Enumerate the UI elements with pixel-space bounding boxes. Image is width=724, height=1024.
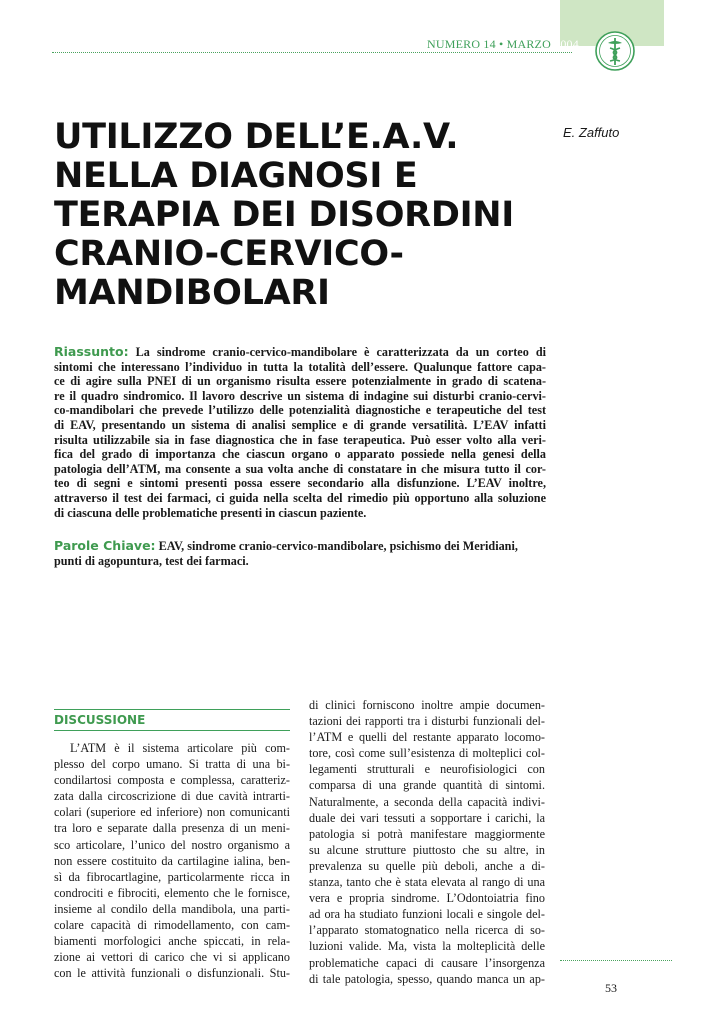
body-line: tore, così come sull’esistenza di molteplici col-	[309, 746, 545, 761]
body-column-left	[54, 740, 290, 981]
body-line: plesso del corpo umano. Si tratta di una bi-	[54, 757, 290, 772]
issue-label: NUMERO 14 • MARZO	[427, 37, 551, 51]
body-line: patologia si potrà manifestare maggiormente	[309, 826, 545, 841]
body-line: di tale patologia, spesso, quando manca un ap-	[309, 971, 545, 986]
keywords-text: EAV, sindrome cranio-cervico-mandibolare, psichismo dei Meridiani,	[158, 539, 518, 553]
body-line: ad ora ha studiato funzioni locali e singole del-	[309, 907, 545, 922]
body-line: sì da fibrocartlagine, particolarmente ricca in	[54, 869, 290, 884]
abstract-line: di EAV, presentando un sistema di analisi semplice e di grande versatilità. L’EAV infatti	[54, 417, 546, 432]
body-line: tazioni dei rapporti tra i disturbi funzionali del-	[309, 714, 545, 729]
abstract-line: fica del grado di importanza che ciascun organo o apparato possiede nella genesi della	[54, 447, 546, 462]
body-column-right	[309, 697, 545, 987]
abstract-line: attraverso il test dei farmaci, ci guida nella scelta del rimedio più opportuno alla soluzione	[54, 490, 546, 505]
title-line: NELLA DIAGNOSI E	[54, 156, 418, 196]
author-name: E. Zaffuto	[563, 125, 620, 140]
issue-header	[427, 37, 579, 52]
section-rule-bottom	[54, 730, 290, 731]
body-line: colari (superiore ed inferiore) non comunicanti	[54, 805, 290, 820]
body-line: l’apparato stomatognatico nella ricerca di so-	[309, 923, 545, 938]
issue-year: 2004	[554, 37, 579, 51]
body-line: comparsa di una grande quantità di sintomi.	[309, 778, 545, 793]
page-number: 53	[605, 981, 617, 995]
abstract-line: patologia dell’ATM, ma consente a sua volta anche di constatare in che misura tutto il cor-	[54, 461, 546, 476]
body-line: condrociti e fibrociti, elemento che le fornisce,	[54, 885, 290, 900]
keywords-line	[54, 539, 546, 554]
body-line: di clinici forniscono inoltre ampie documen-	[309, 698, 545, 712]
body-line: prevalenza su quelle più deboli, anche a di-	[309, 858, 545, 873]
abstract-line: risulta utilizzabile sia in fase diagnostica che in fase terapeutica. Può esser volto alla veri-	[54, 432, 546, 447]
keywords-line: punti di agopuntura, test dei farmaci.	[54, 553, 249, 568]
abstract	[54, 345, 546, 520]
abstract-line: teo di segni e sintomi presenti possa essere secondario alla disfunzione. L’EAV inoltre,	[54, 476, 546, 491]
abstract-line: co-mandibolari che prevede l’utilizzo delle potenzialità diagnostiche e terapeutiche del test	[54, 403, 546, 418]
caduceus-logo-icon	[594, 30, 636, 72]
body-line: non essere costituito da cartilagine ialina, ben-	[54, 853, 290, 868]
abstract-line: re il quadro sindromico. Il lavoro descrive un sistema di indagine sui disturbi cranio-cervi-	[54, 388, 546, 403]
keywords-label: Parole Chiave:	[54, 538, 156, 553]
body-line: biamenti morfologici anche spiccati, in rela-	[54, 934, 290, 949]
body-line: tra loro e separate dalla presenza di un meni-	[54, 821, 290, 836]
body-line: zione ai vettori di carico che vi si applicano	[54, 950, 290, 965]
body-line: L’ATM è il sistema articolare più com-	[70, 741, 290, 755]
body-line: Naturalmente, a seconda della capacità indivi-	[309, 794, 545, 809]
body-line: problematiche capaci di causare l’insorgenza	[309, 955, 545, 970]
body-line: luzioni valide. Ma, vista la molteplicità delle	[309, 939, 545, 954]
section-rule-top	[54, 709, 290, 710]
body-line: colare capacità di rimodellamento, con cam-	[54, 918, 290, 933]
body-line: l’ATM e quelli del restante apparato locomo-	[309, 730, 545, 745]
body-line: con le attività funzionali o disfunzionali. Stu-	[54, 966, 290, 981]
body-line: vera e propria sindrome. L’Odontoiatria fino	[309, 891, 545, 906]
article-title	[54, 118, 534, 313]
title-line: CRANIO-CERVICO-	[54, 234, 404, 274]
section-title: DISCUSSIONE	[54, 713, 146, 727]
abstract-line: ce di agire sulla PNEI di un organismo risulta essere potenzialmente in grado di scatena-	[54, 374, 546, 389]
abstract-label: Riassunto:	[54, 344, 129, 359]
body-line: duale dei vari tessuti a sopportare i carichi, la	[309, 810, 545, 825]
body-line: su alcune strutture piuttosto che su altre, in	[309, 842, 545, 857]
abstract-line: di ciascuna delle problematiche presenti in ciascun paziente.	[54, 505, 367, 520]
body-line: condilartosi composta e complessa, caratteriz-	[54, 773, 290, 788]
body-line: sco articolare, l’unico del nostro organismo a	[54, 837, 290, 852]
keywords	[54, 539, 546, 568]
title-line: UTILIZZO DELL’E.A.V.	[54, 117, 459, 157]
body-line: stanza, tanto che è stata elevata al rango di una	[309, 875, 545, 890]
abstract-line: sintomi che interessano l’individuo in tutta la totalità dell’essere. Qualunque fattore capa-	[54, 359, 546, 374]
body-line: zata dalla circoscrizione di due cavità intrarti-	[54, 789, 290, 804]
body-line: legamenti strutturali e neurofisiologici con	[309, 762, 545, 777]
title-line: TERAPIA DEI DISORDINI	[54, 195, 515, 235]
header-dotted-rule	[52, 52, 572, 53]
abstract-line	[54, 345, 546, 360]
footer-dotted-rule	[560, 960, 672, 961]
abstract-text: La sindrome cranio-cervico-mandibolare è caratterizzata da un corteo di	[135, 345, 546, 359]
title-line: MANDIBOLARI	[54, 273, 330, 313]
body-line: insieme al condilo della mandibola, una parti-	[54, 901, 290, 916]
